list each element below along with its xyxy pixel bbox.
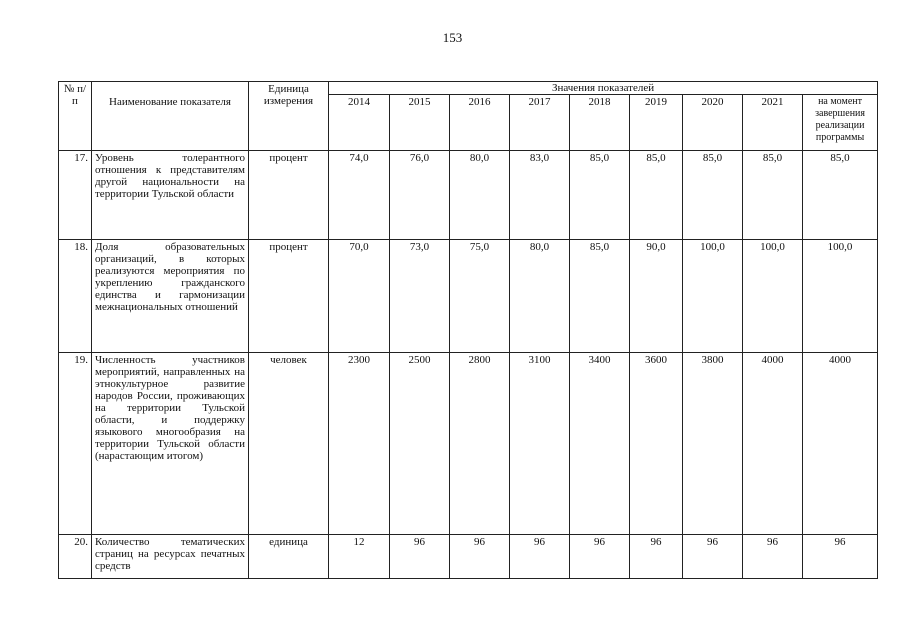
row-unit: единица bbox=[249, 535, 329, 579]
header-num: № п/п bbox=[59, 82, 92, 151]
page-number: 153 bbox=[442, 30, 463, 45]
row-value-final: 85,0 bbox=[803, 151, 878, 240]
row-value-2020: 100,0 bbox=[683, 240, 743, 353]
header-year-2014: 2014 bbox=[329, 95, 390, 151]
row-value-2014: 70,0 bbox=[329, 240, 390, 353]
row-value-2014: 74,0 bbox=[329, 151, 390, 240]
row-value-2017: 96 bbox=[510, 535, 570, 579]
row-value-2018: 3400 bbox=[570, 353, 630, 535]
table-row bbox=[59, 151, 878, 240]
row-value-2019: 85,0 bbox=[630, 151, 683, 240]
row-value-2016: 2800 bbox=[450, 353, 510, 535]
row-value-2015: 76,0 bbox=[390, 151, 450, 240]
row-num: 19. bbox=[59, 353, 92, 535]
row-value-2020: 3800 bbox=[683, 353, 743, 535]
row-value-2016: 80,0 bbox=[450, 151, 510, 240]
row-value-2021: 96 bbox=[743, 535, 803, 579]
row-value-2014: 2300 bbox=[329, 353, 390, 535]
indicators-table bbox=[58, 81, 878, 579]
row-value-2014: 12 bbox=[329, 535, 390, 579]
header-year-2015: 2015 bbox=[390, 95, 450, 151]
row-value-2017: 3100 bbox=[510, 353, 570, 535]
row-name: Доля образовательных организаций, в которых реализуются мероприятия по укреплению гражданского единства и гармонизации межнациональных отношений bbox=[92, 240, 249, 353]
row-value-2019: 96 bbox=[630, 535, 683, 579]
table-row bbox=[59, 353, 878, 535]
row-value-2016: 75,0 bbox=[450, 240, 510, 353]
header-final: на момент завершения реализации программы bbox=[803, 95, 878, 151]
header-name: Наименование показателя bbox=[92, 82, 249, 151]
header-year-2018: 2018 bbox=[570, 95, 630, 151]
row-value-2016: 96 bbox=[450, 535, 510, 579]
row-value-2021: 85,0 bbox=[743, 151, 803, 240]
row-value-2019: 3600 bbox=[630, 353, 683, 535]
header-year-2016: 2016 bbox=[450, 95, 510, 151]
header-year-2021: 2021 bbox=[743, 95, 803, 151]
row-value-2015: 2500 bbox=[390, 353, 450, 535]
header-unit: Единица измерения bbox=[249, 82, 329, 151]
row-value-2018: 85,0 bbox=[570, 151, 630, 240]
header-values-group: Значения показателей bbox=[329, 82, 878, 95]
row-name: Численность участников мероприятий, направленных на этнокультурное развитие народов России, проживающих на территории Тульской области, и поддержку языкового многообразия на территории Тульской области (нарастающим итогом) bbox=[92, 353, 249, 535]
row-value-2018: 85,0 bbox=[570, 240, 630, 353]
row-unit: процент bbox=[249, 151, 329, 240]
row-value-2018: 96 bbox=[570, 535, 630, 579]
row-value-2015: 96 bbox=[390, 535, 450, 579]
row-value-final: 4000 bbox=[803, 353, 878, 535]
table-row bbox=[59, 535, 878, 579]
row-name: Уровень толерантного отношения к представителям другой национальности на территории Тульской области bbox=[92, 151, 249, 240]
row-value-final: 96 bbox=[803, 535, 878, 579]
header-year-2017: 2017 bbox=[510, 95, 570, 151]
row-num: 20. bbox=[59, 535, 92, 579]
row-value-2017: 80,0 bbox=[510, 240, 570, 353]
row-value-2021: 4000 bbox=[743, 353, 803, 535]
row-value-2019: 90,0 bbox=[630, 240, 683, 353]
row-value-2017: 83,0 bbox=[510, 151, 570, 240]
row-value-2020: 96 bbox=[683, 535, 743, 579]
row-unit: процент bbox=[249, 240, 329, 353]
row-name: Количество тематических страниц на ресурсах печатных средств bbox=[92, 535, 249, 579]
row-unit: человек bbox=[249, 353, 329, 535]
row-num: 17. bbox=[59, 151, 92, 240]
table-row bbox=[59, 240, 878, 353]
row-value-2021: 100,0 bbox=[743, 240, 803, 353]
row-value-final: 100,0 bbox=[803, 240, 878, 353]
header-year-2020: 2020 bbox=[683, 95, 743, 151]
header-year-2019: 2019 bbox=[630, 95, 683, 151]
row-num: 18. bbox=[59, 240, 92, 353]
row-value-2015: 73,0 bbox=[390, 240, 450, 353]
row-value-2020: 85,0 bbox=[683, 151, 743, 240]
